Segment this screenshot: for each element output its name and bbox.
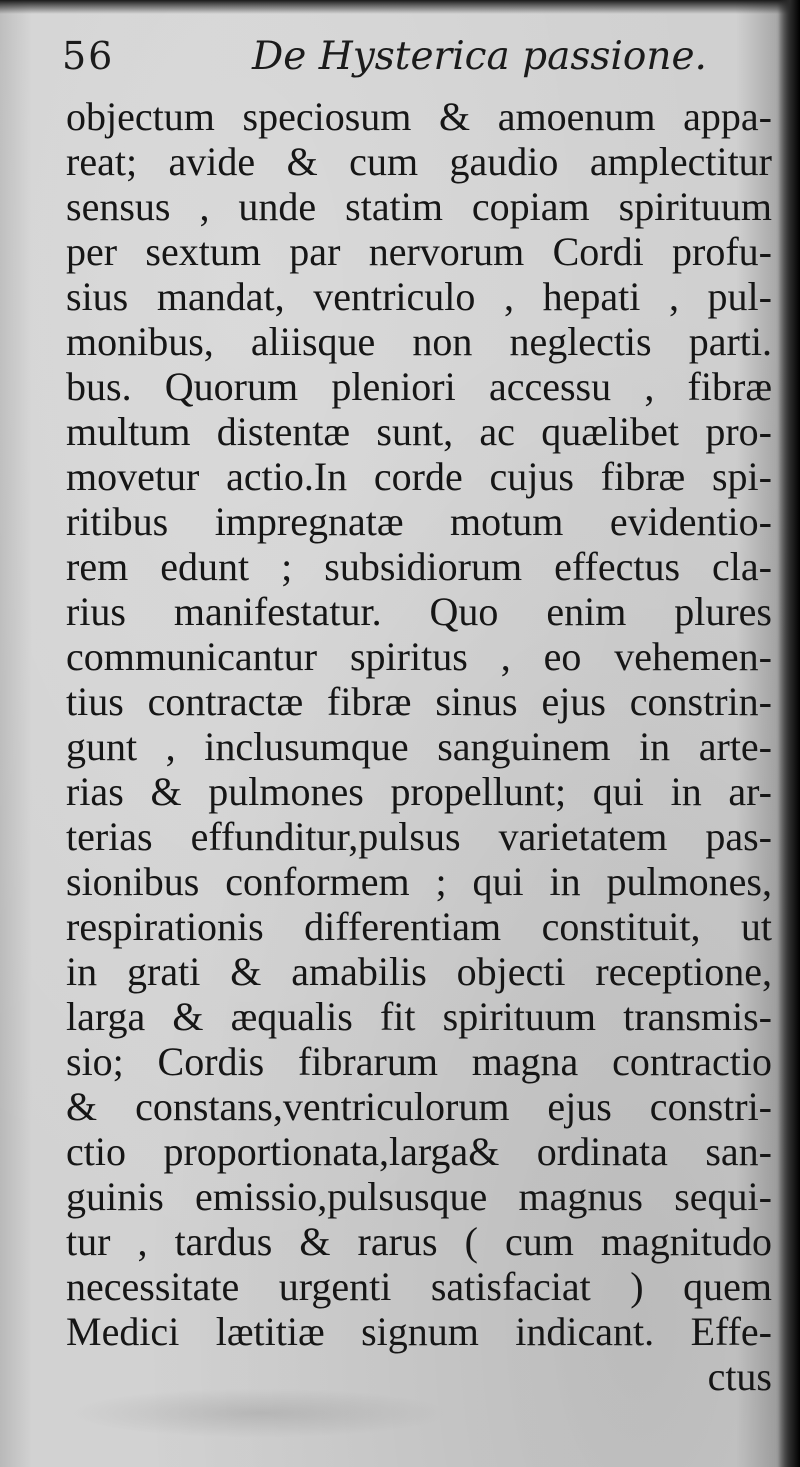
text-line: sensus , unde statim copiam spirituum [66, 184, 772, 229]
text-line: objectum speciosum & amoenum appa- [66, 94, 772, 139]
text-line: respirationis differentiam constituit, ut [66, 904, 772, 949]
text-line: larga & æqualis fit spirituum transmis- [66, 994, 772, 1039]
running-title: De Hysterica passione. [252, 34, 707, 79]
page-edge-shadow [778, 0, 800, 1467]
page-top-shadow [0, 0, 800, 14]
text-line: guinis emissio,pulsusque magnus sequi- [66, 1174, 772, 1219]
text-line: terias effunditur,pulsus varietatem pas- [66, 814, 772, 859]
text-line: necessitate urgenti satisfaciat ) quem [66, 1264, 772, 1309]
text-line: rias & pulmones propellunt; qui in ar- [66, 769, 772, 814]
catchword: ctus [707, 1354, 772, 1399]
text-line: movetur actio.In corde cujus fibræ spi- [66, 454, 772, 499]
text-line: sio; Cordis fibrarum magna contractio [66, 1039, 772, 1084]
body-text [66, 94, 772, 1399]
text-line: Medici lætitiæ signum indicant. Effe- [66, 1309, 772, 1354]
page-number: 56 [62, 34, 115, 78]
text-line: reat; avide & cum gaudio amplectitur [66, 139, 772, 184]
text-line: rem edunt ; subsidiorum effectus cla- [66, 544, 772, 589]
page-header [62, 30, 760, 82]
text-line: sionibus conformem ; qui in pulmones, [66, 859, 772, 904]
text-line: per sextum par nervorum Cordi profu- [66, 229, 772, 274]
text-line: sius mandat, ventriculo , hepati , pul- [66, 274, 772, 319]
text-line: bus. Quorum pleniori accessu , fibræ [66, 364, 772, 409]
text-line: ritibus impregnatæ motum evidentio- [66, 499, 772, 544]
text-line: in grati & amabilis objecti receptione, [66, 949, 772, 994]
text-line: tius contractæ fibræ sinus ejus constrin- [66, 679, 772, 724]
text-line: gunt , inclusumque sanguinem in arte- [66, 724, 772, 769]
text-line: tur , tardus & rarus ( cum magnitudo [66, 1219, 772, 1264]
text-line: communicantur spiritus , eo vehemen- [66, 634, 772, 679]
text-line: multum distentæ sunt, ac quælibet pro- [66, 409, 772, 454]
text-line: ctio proportionata,larga& ordinata san- [66, 1129, 772, 1174]
text-line: & constans,ventriculorum ejus constri- [66, 1084, 772, 1129]
text-line: monibus, aliisque non neglectis parti. [66, 319, 772, 364]
text-line: rius manifestatur. Quo enim plures [66, 589, 772, 634]
